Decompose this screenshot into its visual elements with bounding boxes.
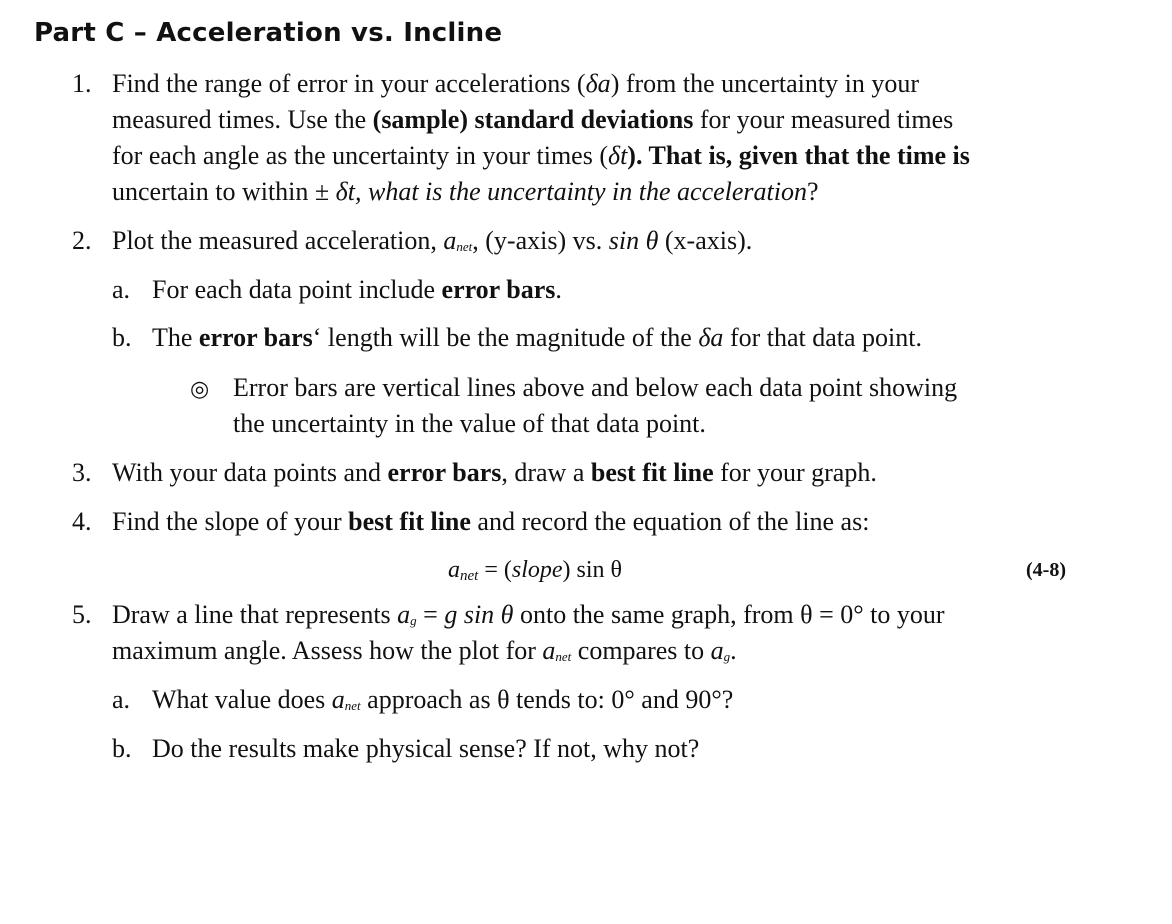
note-line-1: Error bars are vertical lines above and below each data point showing: [233, 373, 958, 402]
item-2-number: 2.: [72, 226, 92, 255]
item-2a-line: For each data point include error bars.: [152, 275, 562, 304]
item-2b-letter: b.: [112, 323, 132, 352]
item-1-line-4: uncertain to within ± δt, what is the uncertainty in the acceleration?: [112, 177, 819, 206]
item-5b-line: Do the results make physical sense? If not, why not?: [152, 734, 700, 763]
section-heading: Part C – Acceleration vs. Incline: [34, 18, 503, 48]
item-3-line: With your data points and error bars, draw a best fit line for your graph.: [112, 458, 877, 487]
equation-number: (4-8): [1026, 559, 1066, 581]
item-1-line-2: measured times. Use the (sample) standard deviations for your measured times: [112, 105, 954, 134]
item-1-number: 1.: [72, 69, 92, 98]
item-4-line: Find the slope of your best fit line and record the equation of the line as:: [112, 507, 870, 536]
item-2-line: Plot the measured acceleration, anet, (y-axis) vs. sin θ (x-axis).: [112, 226, 753, 255]
equation: anet = (slope) sin θ: [448, 557, 623, 584]
item-5-line-2: maximum angle. Assess how the plot for anet compares to ag.: [112, 636, 737, 665]
item-1-line-1: Find the range of error in your accelerations (δa) from the uncertainty in your: [112, 69, 919, 98]
item-5a-letter: a.: [112, 685, 131, 714]
item-4-number: 4.: [72, 507, 92, 536]
note-line-2: the uncertainty in the value of that data point.: [233, 409, 706, 438]
item-5a-line: What value does anet approach as θ tends to: 0° and 90°?: [152, 685, 734, 714]
item-3-number: 3.: [72, 458, 92, 487]
item-2a-letter: a.: [112, 275, 131, 304]
item-5-line-1: Draw a line that represents ag = g sin θ onto the same graph, from θ = 0° to your: [112, 600, 945, 629]
item-2b-line: The error bars‘ length will be the magnitude of the δa for that data point.: [152, 323, 922, 352]
item-5b-letter: b.: [112, 734, 132, 763]
item-1-line-3: for each angle as the uncertainty in your times (δt). That is, given that the time is: [112, 141, 970, 170]
bullseye-icon: ◎: [190, 377, 210, 402]
item-5-number: 5.: [72, 600, 92, 629]
